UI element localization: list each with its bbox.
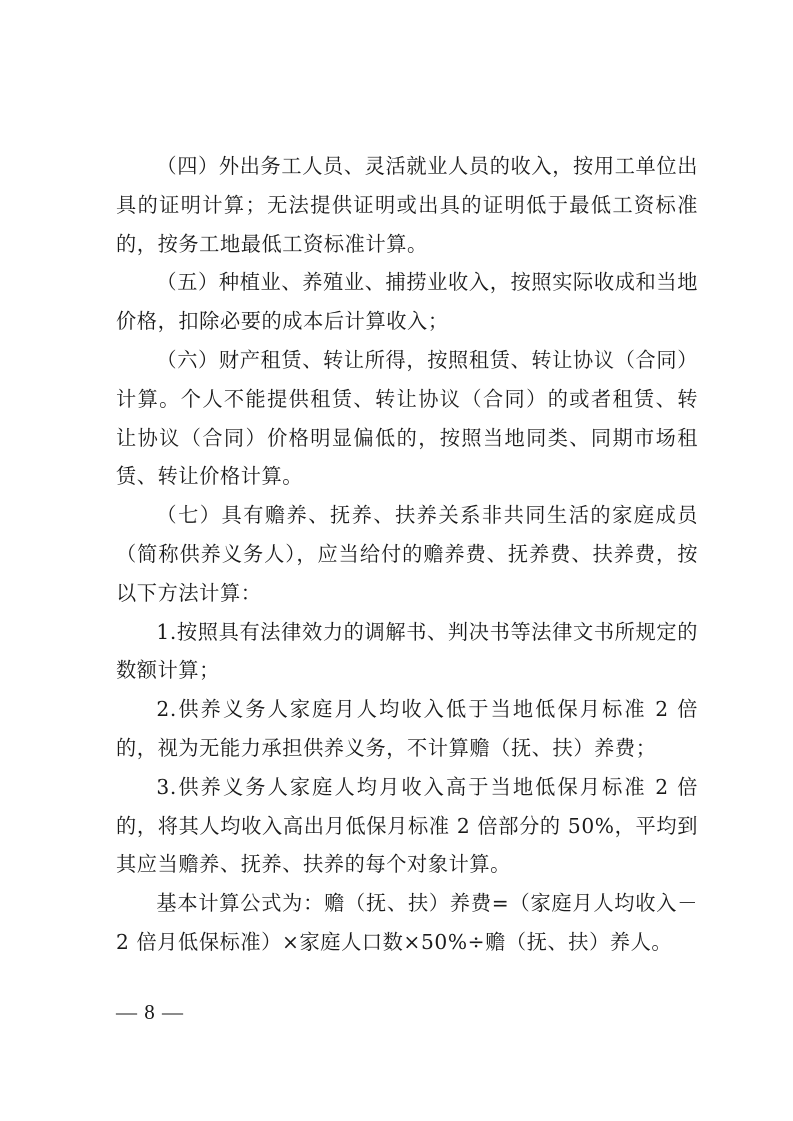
paragraph-item-2-below-threshold: 2.供养义务人家庭月人均收入低于当地低保月标准 2 倍的，视为无能力承担供养义务，不计算赡（抚、扶）养费； xyxy=(116,697,698,760)
paragraph-section-4-migrant-income: （四）外出务工人员、灵活就业人员的收入，按用工单位出具的证明计算；无法提供证明或出具的证明低于最低工资标准的，按务工地最低工资标准计算。 xyxy=(116,154,698,256)
paragraph-item-3-above-threshold: 3.供养义务人家庭人均月收入高于当地低保月标准 2 倍的，将其人均收入高出月低保月标准 2 倍部分的 50%，平均到其应当赡养、抚养、扶养的每个对象计算。 xyxy=(116,774,698,877)
paragraph-section-5-farming-income: （五）种植业、养殖业、捕捞业收入，按照实际收成和当地价格，扣除必要的成本后计算收入； xyxy=(116,270,698,334)
paragraph-calculation-formula: 基本计算公式为：赡（抚、扶）养费=（家庭月人均收入－2 倍月低保标准）×家庭人口数×50%÷赡（抚、扶）养人。 xyxy=(116,891,698,954)
paragraph-section-7-support-obligors: （七）具有赡养、抚养、扶养关系非共同生活的家庭成员（简称供养义务人），应当给付的赡养费、抚养费、扶养费，按以下方法计算： xyxy=(116,503,698,605)
paragraph-section-6-property-leasing: （六）财产租赁、转让所得，按照租赁、转让协议（合同）计算。个人不能提供租赁、转让协议（合同）的或者租赁、转让协议（合同）价格明显偏低的，按照当地同类、同期市场租赁、转让价格计算。 xyxy=(116,347,698,489)
page-number: — 8 — xyxy=(116,1000,184,1024)
paragraph-item-1-legal-documents: 1.按照具有法律效力的调解书、判决书等法律文书所规定的数额计算； xyxy=(116,619,698,683)
document-body xyxy=(116,147,698,962)
